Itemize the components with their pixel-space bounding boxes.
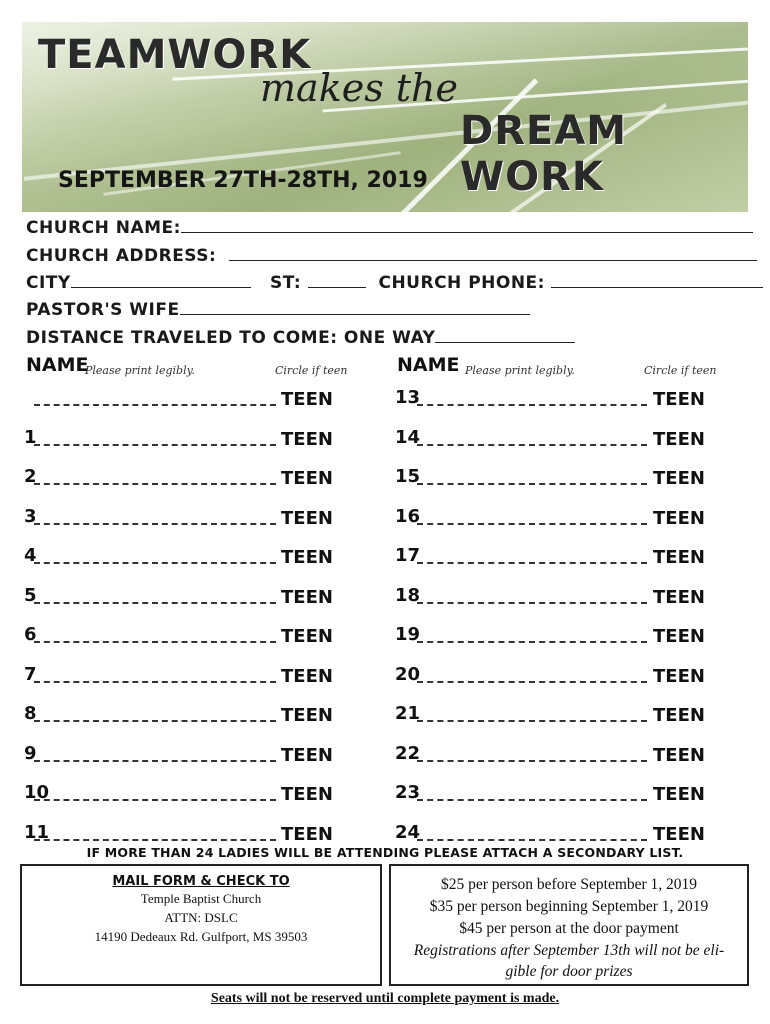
roster-row[interactable] xyxy=(24,736,344,766)
roster-row[interactable] xyxy=(24,775,344,805)
row-number: 3 xyxy=(24,505,37,527)
state-line[interactable] xyxy=(308,273,366,288)
row-number: 5 xyxy=(24,584,37,606)
left-print-hint: Please print legibly. xyxy=(85,364,195,377)
teen-option[interactable]: TEEN xyxy=(281,705,333,726)
secondary-list-note: IF MORE THAN 24 LADIES WILL BE ATTENDING PLEASE ATTACH A SECONDARY LIST. xyxy=(86,845,684,860)
row-number: 19 xyxy=(395,624,421,645)
row-number: 23 xyxy=(395,782,421,803)
church-name-line[interactable] xyxy=(181,218,753,233)
roster-row[interactable] xyxy=(395,380,715,410)
roster-row[interactable] xyxy=(395,578,715,608)
roster-row[interactable] xyxy=(395,459,715,489)
row-number: 9 xyxy=(24,742,37,764)
teen-option[interactable]: TEEN xyxy=(653,665,705,687)
teen-option[interactable]: TEEN xyxy=(653,744,705,766)
name-line[interactable] xyxy=(417,562,647,564)
city-label: CITY xyxy=(26,273,71,293)
row-number: 7 xyxy=(24,663,37,685)
city-state-phone-field[interactable] xyxy=(26,273,763,293)
row-number: 17 xyxy=(395,545,421,566)
roster-row[interactable] xyxy=(24,617,344,647)
row-number: 4 xyxy=(24,545,37,566)
teen-option[interactable]: TEEN xyxy=(281,626,333,647)
name-line[interactable] xyxy=(417,681,647,683)
roster-row[interactable] xyxy=(395,538,715,568)
name-line[interactable] xyxy=(417,839,647,841)
roster-row[interactable] xyxy=(395,657,715,687)
teen-option[interactable]: TEEN xyxy=(281,586,333,608)
church-name-label: CHURCH NAME: xyxy=(26,218,181,238)
name-line[interactable] xyxy=(34,483,276,485)
state-label: ST: xyxy=(269,273,302,293)
row-number: 8 xyxy=(24,703,37,724)
pastors-wife-field[interactable] xyxy=(26,300,530,320)
teen-option[interactable]: TEEN xyxy=(653,705,705,726)
pastors-wife-label: PASTOR'S WIFE xyxy=(26,300,180,320)
roster-row[interactable] xyxy=(24,696,344,726)
teen-option[interactable]: TEEN xyxy=(653,507,705,529)
header-banner xyxy=(22,22,748,212)
price-line-3: $45 per person at the door payment xyxy=(459,920,679,937)
right-name-header: NAME xyxy=(397,354,460,376)
event-date: SEPTEMBER 27TH-28TH, 2019 xyxy=(58,168,428,193)
row-number: 20 xyxy=(395,663,421,685)
name-line[interactable] xyxy=(417,641,647,643)
name-line[interactable] xyxy=(417,404,647,406)
roster-row[interactable] xyxy=(24,459,344,489)
name-line[interactable] xyxy=(34,562,276,564)
church-address-label: CHURCH ADDRESS: xyxy=(26,246,217,266)
roster-row[interactable] xyxy=(395,617,715,647)
row-number: 11 xyxy=(24,821,50,843)
roster-row[interactable] xyxy=(395,815,715,845)
distance-label: DISTANCE TRAVELED TO COME: ONE WAY xyxy=(26,328,436,348)
row-number: 24 xyxy=(395,821,421,843)
roster-row[interactable] xyxy=(395,499,715,529)
row-number: 22 xyxy=(395,742,421,764)
roster-row[interactable] xyxy=(24,657,344,687)
roster-row[interactable] xyxy=(395,736,715,766)
name-line[interactable] xyxy=(417,444,647,446)
teen-option[interactable]: TEEN xyxy=(653,626,705,647)
name-line[interactable] xyxy=(34,839,276,841)
left-name-header: NAME xyxy=(26,354,89,376)
row-number: 15 xyxy=(395,466,421,487)
roster-row[interactable] xyxy=(24,420,344,450)
teen-option[interactable]: TEEN xyxy=(653,586,705,608)
church-address-field[interactable] xyxy=(26,246,757,266)
name-line[interactable] xyxy=(34,681,276,683)
row-number: 14 xyxy=(395,426,421,448)
row-number: 16 xyxy=(395,505,421,527)
name-line[interactable] xyxy=(34,444,276,446)
price-line-4: Registrations after September 13th will not be eli- xyxy=(413,942,725,959)
teen-option[interactable]: TEEN xyxy=(281,823,333,845)
church-address-line[interactable] xyxy=(229,246,757,261)
teen-option[interactable]: TEEN xyxy=(653,823,705,845)
roster-row[interactable] xyxy=(395,775,715,805)
name-line[interactable] xyxy=(34,404,276,406)
teen-option[interactable]: TEEN xyxy=(281,784,333,805)
church-phone-line[interactable] xyxy=(551,273,763,288)
name-line[interactable] xyxy=(34,799,276,801)
name-line[interactable] xyxy=(34,760,276,762)
name-line[interactable] xyxy=(34,720,276,722)
teen-option[interactable]: TEEN xyxy=(281,428,333,450)
name-line[interactable] xyxy=(417,523,647,525)
mail-heading: MAIL FORM & CHECK TO xyxy=(112,874,290,889)
row-number: 1 xyxy=(24,426,37,448)
roster-row[interactable] xyxy=(24,578,344,608)
distance-field[interactable] xyxy=(26,328,575,348)
teen-option[interactable]: TEEN xyxy=(281,744,333,766)
name-line[interactable] xyxy=(417,602,647,604)
teen-option[interactable]: TEEN xyxy=(281,507,333,529)
name-line[interactable] xyxy=(417,799,647,801)
mail-to-box xyxy=(20,864,382,986)
name-line[interactable] xyxy=(34,641,276,643)
row-number: 18 xyxy=(395,584,421,606)
price-line-2: $35 per person beginning September 1, 2019 xyxy=(429,898,709,915)
name-line[interactable] xyxy=(34,602,276,604)
banner-title-teamwork: TEAMWORK xyxy=(38,32,312,78)
row-number: 21 xyxy=(395,703,421,724)
teen-option[interactable]: TEEN xyxy=(281,468,333,489)
row-number: 2 xyxy=(24,466,37,487)
roster-row[interactable] xyxy=(24,538,344,568)
name-line[interactable] xyxy=(417,483,647,485)
teen-option[interactable]: TEEN xyxy=(281,389,333,410)
mail-line-1: Temple Baptist Church xyxy=(140,891,262,906)
teen-option[interactable]: TEEN xyxy=(653,428,705,450)
teen-option[interactable]: TEEN xyxy=(281,547,333,568)
banner-title-dream-work: DREAM WORK xyxy=(460,108,628,200)
roster-row[interactable] xyxy=(24,815,344,845)
mail-line-2: ATTN: DSLC xyxy=(164,910,238,925)
teen-option[interactable]: TEEN xyxy=(653,547,705,568)
row-number: 10 xyxy=(24,782,50,803)
row-number: 13 xyxy=(395,387,421,408)
right-print-hint: Please print legibly. xyxy=(465,364,575,377)
roster-row[interactable] xyxy=(395,420,715,450)
mail-line-3: 14190 Dedeaux Rd. Gulfport, MS 39503 xyxy=(94,929,308,944)
right-teen-hint: Circle if teen xyxy=(644,364,717,377)
row-number: 6 xyxy=(24,624,37,645)
name-line[interactable] xyxy=(417,760,647,762)
church-phone-label: CHURCH PHONE: xyxy=(378,273,545,293)
roster-row[interactable] xyxy=(24,499,344,529)
distance-line[interactable] xyxy=(435,328,575,343)
left-teen-hint: Circle if teen xyxy=(275,364,348,377)
teen-option[interactable]: TEEN xyxy=(653,784,705,805)
price-line-1: $25 per person before September 1, 2019 xyxy=(440,876,698,893)
pricing-box xyxy=(389,864,749,986)
city-line[interactable] xyxy=(71,273,251,288)
roster-row[interactable] xyxy=(395,696,715,726)
teen-option[interactable]: TEEN xyxy=(281,665,333,687)
price-line-5: gible for door prizes xyxy=(505,963,633,980)
roster-row[interactable] xyxy=(24,380,344,410)
banner-title-makes-the: makes the xyxy=(260,66,459,110)
pastors-wife-line[interactable] xyxy=(180,300,530,315)
name-line[interactable] xyxy=(417,720,647,722)
name-line[interactable] xyxy=(34,523,276,525)
church-name-field[interactable] xyxy=(26,218,753,238)
teen-option[interactable]: TEEN xyxy=(653,389,705,410)
payment-footer: Seats will not be reserved until complete payment is made. xyxy=(210,991,560,1006)
teen-option[interactable]: TEEN xyxy=(653,468,705,489)
